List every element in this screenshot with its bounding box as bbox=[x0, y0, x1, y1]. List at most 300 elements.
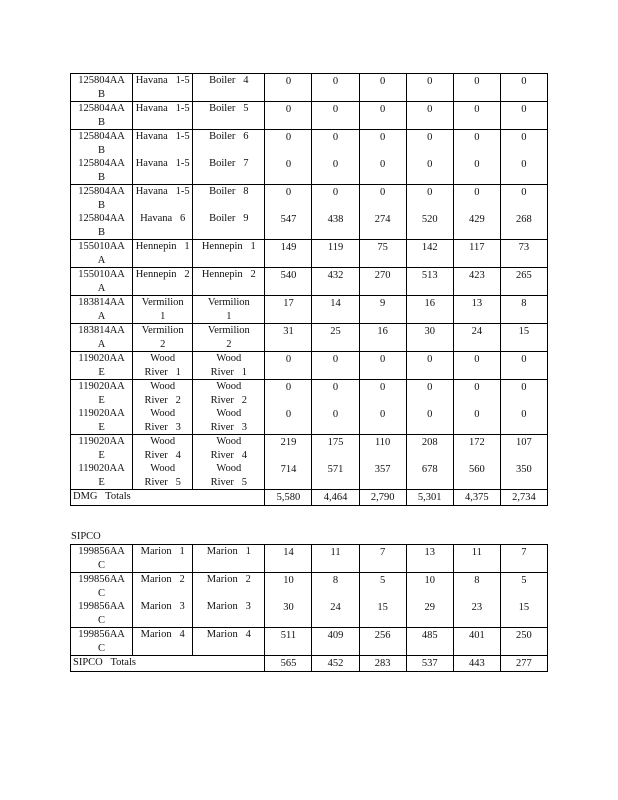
source-id-cell bbox=[71, 380, 133, 408]
source-id-cell bbox=[71, 628, 133, 656]
source-id: 125804AA bbox=[78, 158, 125, 169]
value-cell: 75 bbox=[359, 240, 406, 268]
value-cell: 0 bbox=[500, 74, 547, 102]
sipco-table bbox=[70, 544, 548, 672]
source-id: 119020AA bbox=[78, 408, 125, 419]
table-row bbox=[71, 380, 548, 408]
source-id-suffix: B bbox=[98, 144, 106, 156]
unit-cell bbox=[193, 157, 265, 185]
plant-name: Havana 1-5 bbox=[135, 158, 190, 169]
plant-name: Wood bbox=[150, 353, 176, 364]
plant-cell bbox=[133, 212, 193, 240]
value-cell: 7 bbox=[359, 545, 406, 573]
plant-name: Hennepin 1 bbox=[135, 241, 190, 252]
value-cell: 16 bbox=[406, 296, 453, 324]
plant-cell bbox=[133, 628, 193, 656]
source-id-suffix: B bbox=[98, 88, 106, 100]
value-cell: 520 bbox=[406, 212, 453, 240]
total-value-cell: 565 bbox=[265, 656, 312, 672]
unit-name: Wood bbox=[216, 381, 242, 392]
unit-cell bbox=[193, 240, 265, 268]
value-cell: 11 bbox=[453, 545, 500, 573]
value-cell: 513 bbox=[406, 268, 453, 296]
value-cell: 0 bbox=[312, 130, 359, 158]
value-cell: 274 bbox=[359, 212, 406, 240]
source-id: 183814AA bbox=[78, 297, 125, 308]
value-cell: 219 bbox=[265, 435, 312, 463]
source-id-cell bbox=[71, 600, 133, 628]
value-cell: 24 bbox=[312, 600, 359, 628]
source-id-cell bbox=[71, 74, 133, 102]
value-cell: 11 bbox=[312, 545, 359, 573]
plant-name: Havana 1-5 bbox=[135, 131, 190, 142]
value-cell: 0 bbox=[406, 380, 453, 408]
unit-cell bbox=[193, 380, 265, 408]
source-id-suffix: B bbox=[98, 171, 106, 183]
dmg-table-body bbox=[71, 74, 548, 506]
value-cell: 401 bbox=[453, 628, 500, 656]
source-id-cell bbox=[71, 407, 133, 435]
source-id-cell bbox=[71, 212, 133, 240]
unit-cell bbox=[193, 573, 265, 601]
source-id-cell bbox=[71, 268, 133, 296]
value-cell: 0 bbox=[453, 74, 500, 102]
source-id-suffix: E bbox=[98, 476, 105, 488]
table-row bbox=[71, 628, 548, 656]
value-cell: 16 bbox=[359, 324, 406, 352]
plant-cell bbox=[133, 74, 193, 102]
value-cell: 511 bbox=[265, 628, 312, 656]
source-id-suffix: C bbox=[98, 642, 106, 654]
source-id: 199856AA bbox=[78, 629, 125, 640]
value-cell: 117 bbox=[453, 240, 500, 268]
table-row bbox=[71, 240, 548, 268]
source-id-cell bbox=[71, 157, 133, 185]
plant-cell bbox=[133, 545, 193, 573]
value-cell: 13 bbox=[453, 296, 500, 324]
table-row bbox=[71, 462, 548, 490]
unit-name: Boiler 5 bbox=[209, 103, 249, 114]
source-id: 125804AA bbox=[78, 186, 125, 197]
total-value-cell: 443 bbox=[453, 656, 500, 672]
value-cell: 0 bbox=[359, 185, 406, 213]
value-cell: 0 bbox=[265, 102, 312, 130]
unit-cell bbox=[193, 324, 265, 352]
value-cell: 29 bbox=[406, 600, 453, 628]
unit-name: Wood bbox=[216, 463, 242, 474]
value-cell: 23 bbox=[453, 600, 500, 628]
value-cell: 10 bbox=[265, 573, 312, 601]
value-cell: 107 bbox=[500, 435, 547, 463]
value-cell: 8 bbox=[500, 296, 547, 324]
unit-cell bbox=[193, 296, 265, 324]
value-cell: 13 bbox=[406, 545, 453, 573]
plant-cell bbox=[133, 435, 193, 463]
value-cell: 0 bbox=[359, 157, 406, 185]
plant-name-line2: River 2 bbox=[144, 394, 181, 406]
value-cell: 270 bbox=[359, 268, 406, 296]
unit-name: Marion 4 bbox=[206, 629, 251, 640]
source-id-suffix: A bbox=[97, 338, 106, 350]
plant-name-line2: River 4 bbox=[144, 449, 181, 461]
value-cell: 0 bbox=[265, 407, 312, 435]
value-cell: 438 bbox=[312, 212, 359, 240]
value-cell: 0 bbox=[500, 157, 547, 185]
total-value-cell: 2,734 bbox=[500, 490, 547, 506]
plant-cell bbox=[133, 407, 193, 435]
unit-name: Vermilion bbox=[207, 297, 250, 308]
plant-cell bbox=[133, 380, 193, 408]
plant-name: Marion 4 bbox=[140, 629, 185, 640]
source-id-suffix: E bbox=[98, 366, 105, 378]
value-cell: 17 bbox=[265, 296, 312, 324]
value-cell: 30 bbox=[406, 324, 453, 352]
table-row bbox=[71, 185, 548, 213]
table-row bbox=[71, 435, 548, 463]
unit-cell bbox=[193, 102, 265, 130]
value-cell: 540 bbox=[265, 268, 312, 296]
plant-cell bbox=[133, 185, 193, 213]
value-cell: 8 bbox=[312, 573, 359, 601]
unit-name-line2: River 3 bbox=[210, 421, 248, 433]
unit-name: Wood bbox=[216, 353, 242, 364]
value-cell: 547 bbox=[265, 212, 312, 240]
source-id-cell bbox=[71, 240, 133, 268]
source-id: 199856AA bbox=[78, 574, 125, 585]
source-id-cell bbox=[71, 130, 133, 158]
value-cell: 0 bbox=[500, 380, 547, 408]
value-cell: 0 bbox=[500, 407, 547, 435]
value-cell: 714 bbox=[265, 462, 312, 490]
source-id: 119020AA bbox=[78, 463, 125, 474]
value-cell: 429 bbox=[453, 212, 500, 240]
plant-name: Wood bbox=[150, 381, 176, 392]
value-cell: 0 bbox=[265, 185, 312, 213]
value-cell: 0 bbox=[406, 407, 453, 435]
total-value-cell: 5,301 bbox=[406, 490, 453, 506]
value-cell: 0 bbox=[453, 102, 500, 130]
source-id: 119020AA bbox=[78, 381, 125, 392]
value-cell: 208 bbox=[406, 435, 453, 463]
plant-cell bbox=[133, 102, 193, 130]
table-row bbox=[71, 600, 548, 628]
total-value-cell: 283 bbox=[359, 656, 406, 672]
value-cell: 0 bbox=[359, 352, 406, 380]
sipco-table-body bbox=[71, 545, 548, 672]
unit-name: Boiler 4 bbox=[209, 75, 249, 86]
totals-label: DMG Totals bbox=[71, 490, 265, 506]
unit-cell bbox=[193, 545, 265, 573]
source-id-suffix: A bbox=[97, 282, 106, 294]
value-cell: 0 bbox=[265, 130, 312, 158]
source-id-cell bbox=[71, 324, 133, 352]
value-cell: 0 bbox=[359, 407, 406, 435]
plant-cell bbox=[133, 573, 193, 601]
table-row bbox=[71, 157, 548, 185]
unit-name-line2: River 2 bbox=[210, 394, 248, 406]
value-cell: 149 bbox=[265, 240, 312, 268]
unit-cell bbox=[193, 600, 265, 628]
plant-cell bbox=[133, 462, 193, 490]
value-cell: 0 bbox=[453, 380, 500, 408]
unit-cell bbox=[193, 407, 265, 435]
plant-name: Vermilion bbox=[141, 325, 184, 336]
source-id-suffix: E bbox=[98, 449, 105, 461]
value-cell: 15 bbox=[500, 600, 547, 628]
plant-name: Wood bbox=[150, 408, 176, 419]
value-cell: 0 bbox=[265, 352, 312, 380]
table-row bbox=[71, 545, 548, 573]
unit-name-line2: River 5 bbox=[210, 476, 248, 488]
value-cell: 268 bbox=[500, 212, 547, 240]
source-id: 125804AA bbox=[78, 213, 125, 224]
value-cell: 0 bbox=[359, 130, 406, 158]
value-cell: 30 bbox=[265, 600, 312, 628]
value-cell: 172 bbox=[453, 435, 500, 463]
totals-label: SIPCO Totals bbox=[71, 656, 265, 672]
unit-name: Boiler 7 bbox=[209, 158, 249, 169]
source-id-cell bbox=[71, 352, 133, 380]
unit-name-line2: River 1 bbox=[210, 366, 248, 378]
plant-cell bbox=[133, 268, 193, 296]
table-row bbox=[71, 130, 548, 158]
value-cell: 0 bbox=[453, 185, 500, 213]
value-cell: 0 bbox=[453, 352, 500, 380]
source-id: 125804AA bbox=[78, 131, 125, 142]
table-row bbox=[71, 74, 548, 102]
unit-name: Boiler 6 bbox=[209, 131, 249, 142]
value-cell: 31 bbox=[265, 324, 312, 352]
plant-cell bbox=[133, 157, 193, 185]
total-value-cell: 5,580 bbox=[265, 490, 312, 506]
unit-name: Wood bbox=[216, 436, 242, 447]
plant-cell bbox=[133, 130, 193, 158]
value-cell: 14 bbox=[312, 296, 359, 324]
table-row bbox=[71, 407, 548, 435]
value-cell: 0 bbox=[312, 74, 359, 102]
plant-name: Havana 1-5 bbox=[135, 75, 190, 86]
unit-name: Marion 1 bbox=[206, 546, 251, 557]
value-cell: 8 bbox=[453, 573, 500, 601]
plant-cell bbox=[133, 352, 193, 380]
table-row bbox=[71, 296, 548, 324]
total-value-cell: 4,464 bbox=[312, 490, 359, 506]
table-row bbox=[71, 324, 548, 352]
value-cell: 7 bbox=[500, 545, 547, 573]
unit-name: Boiler 9 bbox=[209, 213, 249, 224]
unit-name-line2: 2 bbox=[226, 338, 232, 350]
totals-row bbox=[71, 490, 548, 506]
unit-name: Wood bbox=[216, 408, 242, 419]
plant-name: Hennepin 2 bbox=[135, 269, 190, 280]
value-cell: 250 bbox=[500, 628, 547, 656]
unit-name-line2: River 4 bbox=[210, 449, 248, 461]
plant-name-line2: 2 bbox=[160, 338, 166, 350]
source-id: 199856AA bbox=[78, 546, 125, 557]
source-id: 119020AA bbox=[78, 353, 125, 364]
source-id-suffix: C bbox=[98, 614, 106, 626]
value-cell: 10 bbox=[406, 573, 453, 601]
plant-cell bbox=[133, 600, 193, 628]
value-cell: 0 bbox=[453, 130, 500, 158]
value-cell: 0 bbox=[500, 185, 547, 213]
value-cell: 678 bbox=[406, 462, 453, 490]
plant-name: Marion 1 bbox=[140, 546, 185, 557]
value-cell: 0 bbox=[359, 102, 406, 130]
value-cell: 0 bbox=[500, 352, 547, 380]
source-id-cell bbox=[71, 185, 133, 213]
unit-name-line2: 1 bbox=[226, 310, 232, 322]
sipco-heading: SIPCO bbox=[71, 531, 101, 542]
source-id: 125804AA bbox=[78, 75, 125, 86]
source-id: 155010AA bbox=[78, 269, 125, 280]
value-cell: 175 bbox=[312, 435, 359, 463]
unit-name: Hennepin 1 bbox=[201, 241, 256, 252]
plant-name-line2: River 1 bbox=[144, 366, 181, 378]
value-cell: 0 bbox=[406, 130, 453, 158]
source-id-cell bbox=[71, 462, 133, 490]
unit-name: Boiler 8 bbox=[209, 186, 249, 197]
value-cell: 256 bbox=[359, 628, 406, 656]
total-value-cell: 452 bbox=[312, 656, 359, 672]
source-id-suffix: A bbox=[97, 254, 106, 266]
total-value-cell: 537 bbox=[406, 656, 453, 672]
value-cell: 0 bbox=[500, 130, 547, 158]
unit-name: Marion 2 bbox=[206, 574, 251, 585]
value-cell: 0 bbox=[265, 157, 312, 185]
plant-name: Marion 3 bbox=[140, 601, 185, 612]
source-id-cell bbox=[71, 102, 133, 130]
unit-cell bbox=[193, 130, 265, 158]
value-cell: 409 bbox=[312, 628, 359, 656]
value-cell: 0 bbox=[312, 102, 359, 130]
source-id: 155010AA bbox=[78, 241, 125, 252]
source-id-suffix: C bbox=[98, 559, 106, 571]
value-cell: 0 bbox=[453, 157, 500, 185]
value-cell: 24 bbox=[453, 324, 500, 352]
value-cell: 0 bbox=[265, 74, 312, 102]
plant-name: Vermilion bbox=[141, 297, 184, 308]
value-cell: 357 bbox=[359, 462, 406, 490]
dmg-table bbox=[70, 73, 548, 506]
value-cell: 5 bbox=[500, 573, 547, 601]
value-cell: 560 bbox=[453, 462, 500, 490]
value-cell: 265 bbox=[500, 268, 547, 296]
unit-cell bbox=[193, 74, 265, 102]
value-cell: 0 bbox=[312, 157, 359, 185]
plant-name-line2: River 5 bbox=[144, 476, 181, 488]
value-cell: 485 bbox=[406, 628, 453, 656]
source-id: 183814AA bbox=[78, 325, 125, 336]
plant-cell bbox=[133, 296, 193, 324]
value-cell: 0 bbox=[265, 380, 312, 408]
unit-name: Marion 3 bbox=[206, 601, 251, 612]
source-id-cell bbox=[71, 573, 133, 601]
source-id: 119020AA bbox=[78, 436, 125, 447]
value-cell: 0 bbox=[312, 352, 359, 380]
source-id-cell bbox=[71, 545, 133, 573]
source-id-suffix: A bbox=[97, 310, 106, 322]
value-cell: 119 bbox=[312, 240, 359, 268]
source-id-cell bbox=[71, 435, 133, 463]
total-value-cell: 4,375 bbox=[453, 490, 500, 506]
unit-cell bbox=[193, 212, 265, 240]
value-cell: 14 bbox=[265, 545, 312, 573]
source-id-suffix: B bbox=[98, 226, 106, 238]
plant-name: Wood bbox=[150, 436, 176, 447]
value-cell: 73 bbox=[500, 240, 547, 268]
value-cell: 9 bbox=[359, 296, 406, 324]
value-cell: 0 bbox=[500, 102, 547, 130]
unit-cell bbox=[193, 628, 265, 656]
source-id-suffix: E bbox=[98, 394, 105, 406]
value-cell: 0 bbox=[406, 352, 453, 380]
value-cell: 0 bbox=[359, 380, 406, 408]
value-cell: 15 bbox=[500, 324, 547, 352]
unit-cell bbox=[193, 352, 265, 380]
source-id: 125804AA bbox=[78, 103, 125, 114]
value-cell: 432 bbox=[312, 268, 359, 296]
unit-cell bbox=[193, 435, 265, 463]
source-id-suffix: B bbox=[98, 199, 106, 211]
plant-name: Havana 1-5 bbox=[135, 186, 190, 197]
plant-cell bbox=[133, 324, 193, 352]
value-cell: 0 bbox=[453, 407, 500, 435]
plant-name-line2: 1 bbox=[160, 310, 166, 322]
table-row bbox=[71, 352, 548, 380]
source-id-suffix: C bbox=[98, 587, 106, 599]
value-cell: 15 bbox=[359, 600, 406, 628]
value-cell: 0 bbox=[359, 74, 406, 102]
plant-name: Havana 1-5 bbox=[135, 103, 190, 114]
source-id-cell bbox=[71, 296, 133, 324]
source-id-suffix: B bbox=[98, 116, 106, 128]
value-cell: 423 bbox=[453, 268, 500, 296]
value-cell: 0 bbox=[406, 185, 453, 213]
value-cell: 0 bbox=[312, 407, 359, 435]
value-cell: 0 bbox=[312, 380, 359, 408]
unit-name: Hennepin 2 bbox=[201, 269, 256, 280]
unit-cell bbox=[193, 462, 265, 490]
value-cell: 0 bbox=[312, 185, 359, 213]
table-row bbox=[71, 212, 548, 240]
plant-name: Marion 2 bbox=[140, 574, 185, 585]
table-row bbox=[71, 268, 548, 296]
value-cell: 0 bbox=[406, 102, 453, 130]
plant-name: Havana 6 bbox=[140, 213, 186, 224]
unit-name: Vermilion bbox=[207, 325, 250, 336]
table-row bbox=[71, 573, 548, 601]
source-id: 199856AA bbox=[78, 601, 125, 612]
unit-cell bbox=[193, 185, 265, 213]
total-value-cell: 2,790 bbox=[359, 490, 406, 506]
table-row bbox=[71, 102, 548, 130]
value-cell: 571 bbox=[312, 462, 359, 490]
value-cell: 5 bbox=[359, 573, 406, 601]
plant-cell bbox=[133, 240, 193, 268]
source-id-suffix: E bbox=[98, 421, 105, 433]
plant-name: Wood bbox=[150, 463, 176, 474]
total-value-cell: 277 bbox=[500, 656, 547, 672]
totals-row bbox=[71, 656, 548, 672]
unit-cell bbox=[193, 268, 265, 296]
value-cell: 0 bbox=[406, 74, 453, 102]
plant-name-line2: River 3 bbox=[144, 421, 181, 433]
value-cell: 0 bbox=[406, 157, 453, 185]
value-cell: 25 bbox=[312, 324, 359, 352]
value-cell: 350 bbox=[500, 462, 547, 490]
value-cell: 142 bbox=[406, 240, 453, 268]
